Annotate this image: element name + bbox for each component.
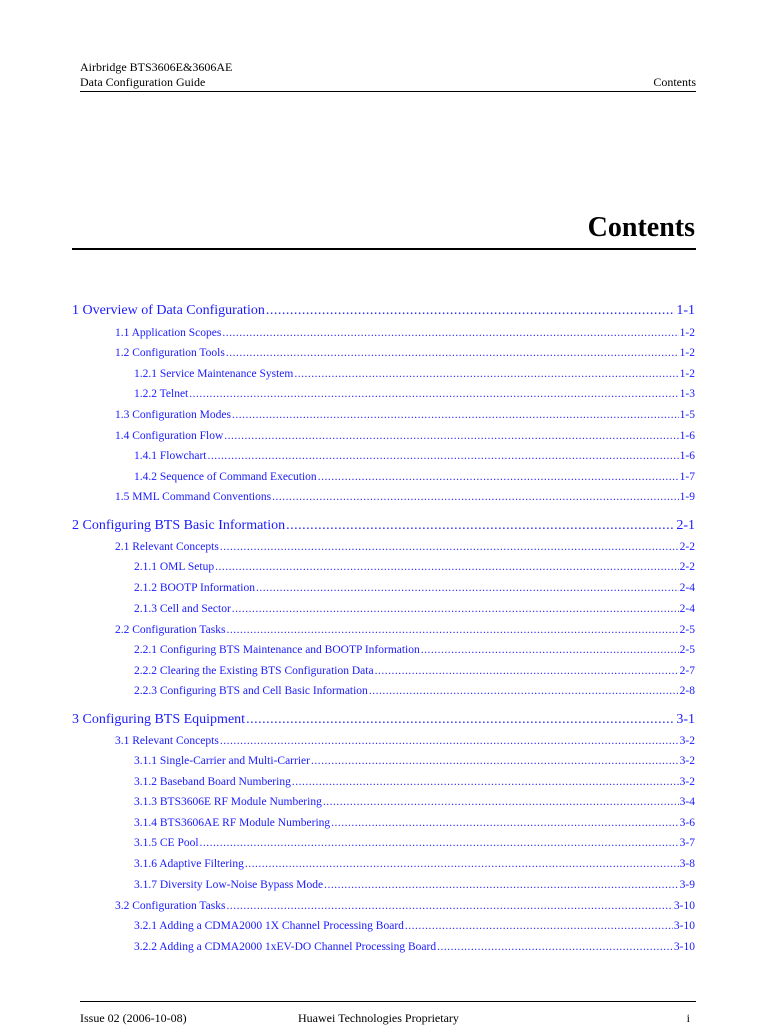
toc-entry-title: 2.1.2 BOOTP Information (134, 582, 255, 594)
toc-entry-title: 1.4 Configuration Flow (115, 430, 224, 442)
toc-entry-page: 2-1 (676, 518, 695, 533)
toc-entry[interactable] (134, 388, 695, 400)
toc-entry-page: 3-6 (679, 817, 695, 829)
toc-entry-page: 1-2 (679, 327, 695, 339)
toc-entry-title: 2 Configuring BTS Basic Information (72, 518, 286, 533)
toc-entry[interactable] (134, 796, 695, 808)
toc-entry[interactable] (134, 665, 695, 677)
toc-leader-dots (226, 900, 672, 912)
toc-entry[interactable] (134, 879, 695, 891)
toc-entry-page: 2-4 (679, 582, 695, 594)
header-product: Airbridge BTS3606E&3606AE (80, 60, 233, 74)
toc-entry-title: 3.1.7 Diversity Low-Noise Bypass Mode (134, 879, 324, 891)
toc-entry-page: 3-2 (679, 755, 695, 767)
toc-entry[interactable] (134, 776, 695, 788)
toc-entry[interactable] (134, 817, 695, 829)
toc-leader-dots (189, 388, 678, 400)
toc-entry-title: 2.1.1 OML Setup (134, 561, 215, 573)
toc-entry-page: 1-6 (679, 450, 695, 462)
toc-leader-dots (215, 561, 679, 573)
toc-entry[interactable] (134, 603, 695, 615)
toc-entry-title: 2.2.3 Configuring BTS and Cell Basic Information (134, 685, 368, 697)
toc-leader-dots (220, 541, 679, 553)
toc-entry[interactable] (115, 409, 695, 421)
toc-entry-page: 2-7 (679, 665, 695, 677)
toc-leader-dots (224, 430, 678, 442)
header-divider (80, 91, 696, 92)
toc-entry-title: 1 Overview of Data Configuration (72, 303, 265, 318)
toc-entry-title: 3.1.6 Adaptive Filtering (134, 858, 244, 870)
toc-leader-dots (232, 409, 679, 421)
toc-leader-dots (266, 303, 675, 319)
toc-leader-dots (245, 858, 679, 870)
toc-entry[interactable] (115, 624, 695, 636)
toc-entry[interactable] (134, 941, 695, 953)
toc-entry-page: 3-10 (673, 900, 695, 912)
toc-entry-title: 1.1 Application Scopes (115, 327, 222, 339)
toc-leader-dots (246, 712, 675, 728)
toc-entry-page: 1-3 (679, 388, 695, 400)
toc-entry-title: 1.4.1 Flowchart (134, 450, 207, 462)
toc-entry-page: 3-4 (679, 796, 695, 808)
toc-entry-page: 2-5 (679, 644, 695, 656)
toc-leader-dots (272, 491, 679, 503)
toc-leader-dots (369, 685, 679, 697)
toc-entry-page: 3-8 (679, 858, 695, 870)
toc-leader-dots (226, 624, 678, 636)
toc-leader-dots (294, 368, 678, 380)
toc-entry[interactable] (134, 471, 695, 483)
toc-entry[interactable] (72, 303, 695, 319)
toc-leader-dots (208, 450, 679, 462)
toc-entry-title: 1.3 Configuration Modes (115, 409, 231, 421)
toc-entry-title: 2.2.1 Configuring BTS Maintenance and BOOTP Information (134, 644, 420, 656)
toc-entry[interactable] (134, 837, 695, 849)
toc-entry-page: 1-2 (679, 368, 695, 380)
toc-entry[interactable] (134, 755, 695, 767)
toc-entry-page: 1-1 (676, 303, 695, 318)
toc-entry-title: 3.2.1 Adding a CDMA2000 1X Channel Processing Board (134, 920, 404, 932)
toc-entry-page: 1-2 (679, 347, 695, 359)
toc-leader-dots (375, 665, 679, 677)
toc-entry-title: 1.5 MML Command Conventions (115, 491, 272, 503)
toc-entry[interactable] (115, 430, 695, 442)
toc-leader-dots (331, 817, 679, 829)
footer-company: Huawei Technologies Proprietary (298, 1011, 459, 1025)
toc-leader-dots (222, 327, 678, 339)
toc-entry[interactable] (72, 712, 695, 728)
toc-entry-title: 2.2 Configuration Tasks (115, 624, 226, 636)
footer-page-number: i (686, 1011, 690, 1025)
toc-entry-title: 3.1.1 Single-Carrier and Multi-Carrier (134, 755, 310, 767)
toc-leader-dots (220, 735, 679, 747)
toc-entry-title: 2.1.3 Cell and Sector (134, 603, 231, 615)
toc-entry[interactable] (134, 858, 695, 870)
footer-divider (80, 1001, 696, 1002)
toc-entry-page: 3-1 (676, 712, 695, 727)
toc-entry[interactable] (134, 582, 695, 594)
toc-entry-title: 1.2.1 Service Maintenance System (134, 368, 294, 380)
toc-leader-dots (405, 920, 673, 932)
toc-leader-dots (323, 796, 679, 808)
toc-entry-page: 3-2 (679, 735, 695, 747)
toc-leader-dots (256, 582, 679, 594)
toc-entry-title: 2.1 Relevant Concepts (115, 541, 219, 553)
toc-entry-title: 1.4.2 Sequence of Command Execution (134, 471, 317, 483)
toc-entry-title: 1.2 Configuration Tools (115, 347, 225, 359)
toc-leader-dots (232, 603, 679, 615)
toc-leader-dots (286, 518, 675, 534)
toc-entry-title: 3.1.3 BTS3606E RF Module Numbering (134, 796, 322, 808)
header-section: Contents (653, 75, 696, 89)
toc-leader-dots (200, 837, 679, 849)
toc-entry[interactable] (115, 900, 695, 912)
toc-entry-page: 3-10 (673, 941, 695, 953)
toc-entry-title: 3 Configuring BTS Equipment (72, 712, 246, 727)
toc-entry[interactable] (134, 561, 695, 573)
toc-leader-dots (226, 347, 679, 359)
toc-entry-page: 3-10 (673, 920, 695, 932)
toc-leader-dots (311, 755, 679, 767)
toc-entry-page: 1-9 (679, 491, 695, 503)
toc-entry-title: 3.1 Relevant Concepts (115, 735, 219, 747)
toc-entry-page: 3-7 (679, 837, 695, 849)
toc-leader-dots (421, 644, 679, 656)
toc-entry-page: 2-8 (679, 685, 695, 697)
page-title: Contents (587, 212, 695, 243)
toc-entry[interactable] (134, 685, 695, 697)
header-guide: Data Configuration Guide (80, 75, 206, 89)
toc-leader-dots (292, 776, 679, 788)
footer-issue: Issue 02 (2006-10-08) (80, 1011, 187, 1025)
toc-entry[interactable] (115, 735, 695, 747)
toc-entry[interactable] (134, 450, 695, 462)
toc-leader-dots (437, 941, 673, 953)
toc-entry-page: 3-9 (679, 879, 695, 891)
toc-leader-dots (324, 879, 679, 891)
toc-leader-dots (318, 471, 679, 483)
toc-entry-page: 3-2 (679, 776, 695, 788)
toc-entry-title: 3.1.5 CE Pool (134, 837, 199, 849)
toc-entry[interactable] (134, 920, 695, 932)
toc-entry-page: 1-7 (679, 471, 695, 483)
toc-entry[interactable] (115, 347, 695, 359)
toc-entry-page: 2-4 (679, 603, 695, 615)
toc-entry-title: 3.1.4 BTS3606AE RF Module Numbering (134, 817, 331, 829)
toc-entry[interactable] (115, 327, 695, 339)
toc-entry-page: 2-5 (679, 624, 695, 636)
toc-entry-page: 1-5 (679, 409, 695, 421)
toc-entry-title: 3.2.2 Adding a CDMA2000 1xEV-DO Channel Processing Board (134, 941, 437, 953)
toc-entry[interactable] (115, 541, 695, 553)
toc-entry-title: 2.2.2 Clearing the Existing BTS Configuration Data (134, 665, 374, 677)
toc-entry[interactable] (72, 518, 695, 534)
toc-entry-title: 3.2 Configuration Tasks (115, 900, 226, 912)
toc-entry-title: 3.1.2 Baseband Board Numbering (134, 776, 291, 788)
title-divider (72, 248, 696, 250)
toc-entry[interactable] (115, 491, 695, 503)
toc-entry-page: 2-2 (679, 561, 695, 573)
toc-entry-page: 1-6 (679, 430, 695, 442)
toc-entry-title: 1.2.2 Telnet (134, 388, 189, 400)
toc-entry[interactable] (134, 644, 695, 656)
page-header (80, 60, 696, 90)
toc-entry[interactable] (134, 368, 695, 380)
toc-entry-page: 2-2 (679, 541, 695, 553)
